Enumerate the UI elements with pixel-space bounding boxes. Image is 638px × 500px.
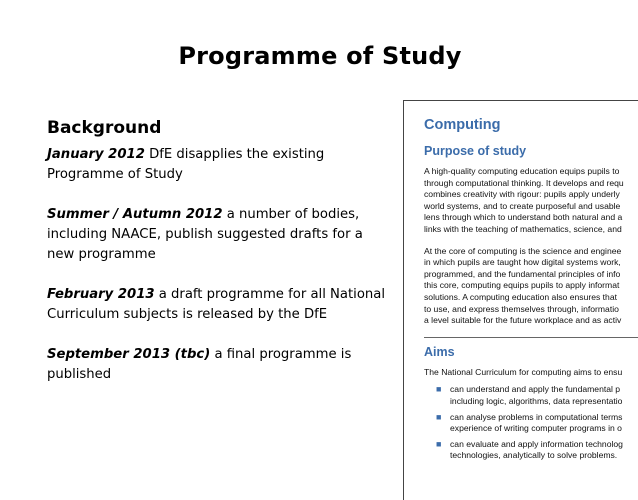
bullet-icon: ■ — [436, 384, 442, 395]
text-line: a level suitable for the future workplace and as activ — [424, 315, 622, 326]
document-excerpt — [403, 100, 638, 500]
entry-text: a final programme is published — [47, 347, 352, 382]
entry-date: September 2013 (tbc) — [47, 347, 211, 362]
entry-text: a number of bodies, including NAACE, publish suggested drafts for a new programme — [47, 207, 363, 262]
text-line: world systems, and to create purposeful and usable — [424, 200, 621, 211]
document-title: Computing — [424, 117, 501, 133]
text-line: this core, computing equips pupils to apply informat — [424, 280, 620, 291]
aims-heading: Aims — [424, 344, 455, 359]
text-line: A high-quality computing education equips pupils to — [424, 166, 620, 176]
text-line: programmed, and the fundamental principles of info — [424, 268, 621, 279]
list-item — [424, 412, 638, 435]
bullet-icon: ■ — [436, 411, 442, 422]
slide-title: Programme of Study — [178, 42, 462, 70]
text-line: can understand and apply the fundamental p — [450, 384, 621, 395]
timeline-entry — [47, 285, 392, 325]
timeline-entry — [47, 145, 392, 185]
bullet-icon: ■ — [436, 438, 442, 449]
text-line: technologies, analytically to solve problems. — [450, 450, 618, 461]
purpose-paragraph-1 — [424, 166, 638, 236]
entry-date: Summer / Autumn 2012 — [47, 207, 223, 222]
list-item — [424, 439, 638, 462]
text-line: to use, and express themselves through, informatio — [424, 303, 619, 314]
list-item — [424, 384, 638, 407]
purpose-heading: Purpose of study — [424, 144, 527, 158]
text-line: links with the teaching of mathematics, science, and — [424, 223, 622, 234]
text-line: in which pupils are taught how digital systems work, — [424, 257, 621, 268]
text-line: through computational thinking. It develops and requ — [424, 177, 624, 188]
purpose-paragraph-2 — [424, 246, 638, 327]
aims-intro: The National Curriculum for computing aims to ensu — [424, 366, 623, 377]
text-line: solutions. A computing education also ensures that — [424, 291, 618, 302]
entry-date: February 2013 — [47, 287, 155, 302]
timeline-entry — [47, 205, 392, 265]
text-line: can evaluate and apply information technolog — [450, 438, 623, 449]
entry-text: a draft programme for all National Curriculum subjects is released by the DfE — [47, 287, 385, 322]
text-line: combines creativity with rigour: pupils apply underly — [424, 189, 620, 200]
text-line: lens through which to understand both natural and a — [424, 212, 623, 223]
timeline-entry — [47, 345, 392, 385]
background-section — [47, 118, 392, 385]
text-line: At the core of computing is the science and enginee — [424, 245, 622, 256]
divider — [424, 337, 638, 338]
text-line: experience of writing computer programs in o — [450, 423, 622, 434]
text-line: can analyse problems in computational terms — [450, 411, 623, 422]
entry-text: DfE disapplies the existing Programme of Study — [47, 147, 325, 182]
text-line: including logic, algorithms, data representatio — [450, 395, 623, 406]
background-heading: Background — [47, 118, 162, 138]
aims-list — [424, 384, 638, 462]
entry-date: January 2012 — [47, 147, 145, 162]
